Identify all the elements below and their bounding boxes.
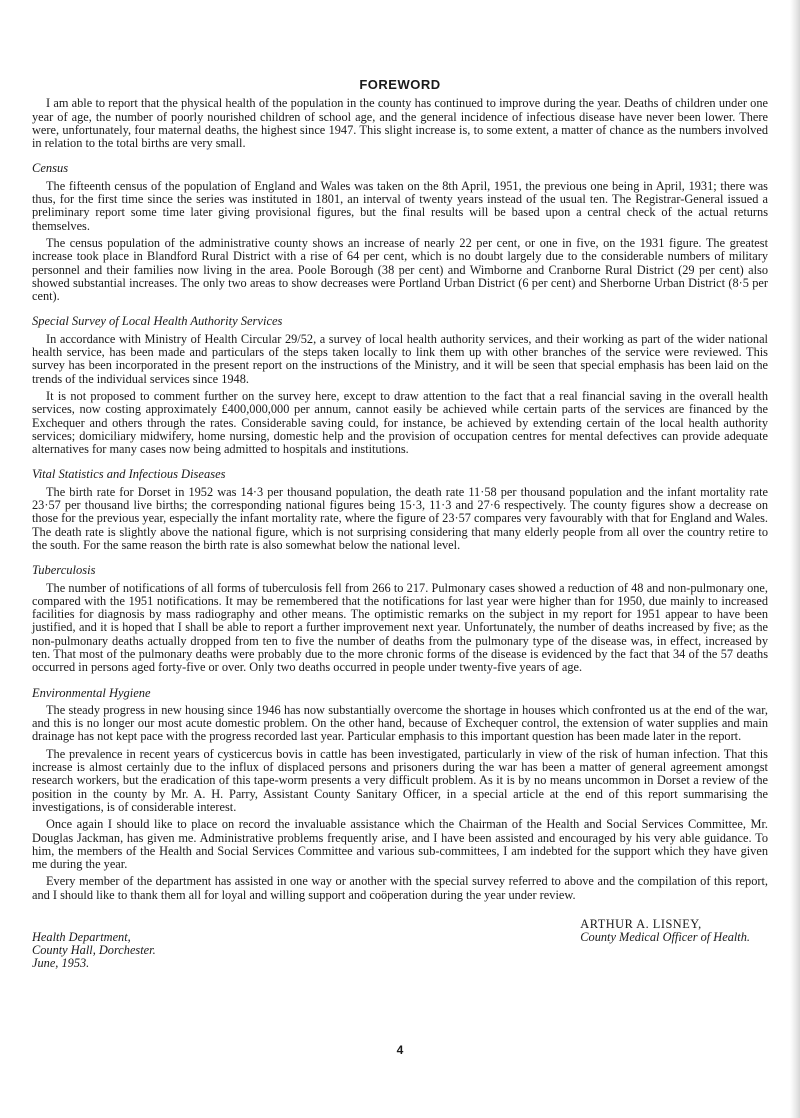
page-number: 4 <box>396 1043 404 1057</box>
department-address <box>32 918 156 970</box>
signatory <box>580 918 750 970</box>
survey-paragraph-1: In accordance with Ministry of Health Circular 29/52, a survey of local health authority services, and their working as part of the wider national health service, has been made and particulars of the steps taken locally to link them up with other branches of the service were reviewed. This survey has been incorporated in the present report on the instructions of the Ministry, and it will be seen that special emphasis has been laid on the trends of the individual services since 1948. <box>32 331 768 386</box>
vital-statistics-paragraph: The birth rate for Dorset in 1952 was 14·3 per thousand population, the death rate 11·58 per thousand population and the infant mortality rate 23·57 per thousand live births; the corresponding national figures being 15·3, 11·3 and 27·6 respectively. The county figures show a decrease on those for the previous year, especially the infant mortality rate, where the figure of 23·57 compares very favourably with that for England and Wales. The death rate is slightly above the national figure, which is not surprising considering that many elderly people from all over the country retire to the south. For the same reason the birth rate is also somewhat below the national level. <box>32 484 768 552</box>
survey-paragraph-2: It is not proposed to comment further on the survey here, except to draw attention to the fact that a real financial saving in the overall health services, now costing approximately £400,000,000 per annum, cannot easily be achieved while certain parts of the services are financed by the Exchequer and others through the rates. Considerable saving could, for instance, be achieved by extending certain of the local health authority services; domiciliary midwifery, home nursing, domestic help and the provision of occupation centres for mental defectives can provide adequate alternatives for many cases now being admitted to hospitals and institutions. <box>32 388 768 457</box>
section-heading-environmental-hygiene: Environmental Hygiene <box>32 685 151 700</box>
document-page <box>32 78 768 970</box>
section-heading-tuberculosis: Tuberculosis <box>32 563 96 578</box>
page-title: FOREWORD <box>359 77 441 92</box>
signatory-position: County Medical Officer of Health. <box>580 930 750 945</box>
census-paragraph-1: The fifteenth census of the population of England and Wales was taken on the 8th April, 1951, the previous one being in April, 1931; there was thus, for the first time since the series was instituted in 1801, an interval of twenty years instead of the usual ten. The Registrar-General issued a preliminary report some time later giving provisional figures, but the final results will be based upon a central check of the actual returns themselves. <box>32 178 768 233</box>
signatory-name: ARTHUR A. LISNEY, <box>580 917 702 932</box>
hygiene-paragraph-1: The steady progress in new housing since 1946 has now substantially overcome the shortage in houses which confronted us at the end of the war, and this is no longer our most acute domestic problem. On the other hand, because of Exchequer control, the extension of water supplies and main drainage has not kept pace with the progress recorded last year. Particular emphasis to this important question has been made later in the report. <box>32 702 768 744</box>
hygiene-paragraph-2: The prevalence in recent years of cysticercus bovis in cattle has been investigated, particularly in view of the risk of human infection. That this increase is almost certainly due to the influx of displaced persons and prisoners during the war has been a matter of general agreement amongst research workers, but the eradication of this tape-worm presents a very difficult problem. As it is by no means uncommon in Dorset a review of the position in the county by Mr. A. H. Parry, Assistant County Sanitary Officer, in a special article at the end of this report summarising the investigations, is of considerable interest. <box>32 746 768 814</box>
section-heading-special-survey: Special Survey of Local Health Authority Services <box>32 314 283 329</box>
hygiene-paragraph-4: Every member of the department has assisted in one way or another with the special survey referred to above and the compilation of this report, and I should like to thank them all for loyal and willing support and coöperation during the year under review. <box>32 874 768 902</box>
intro-paragraph: I am able to report that the physical health of the population in the county has continued to improve during the year. Deaths of children under one year of age, the number of poorly nourished children of school age, and the general incidence of infectious disease have never been lower. There were, unfortunately, four maternal deaths, the highest since 1947. This slight increase is, to some extent, a matter of chance as the numbers involved in relation to the total births are very small. <box>32 96 768 151</box>
hygiene-paragraph-3: Once again I should like to place on record the invaluable assistance which the Chairman of the Health and Social Services Committee, Mr. Douglas Jackman, has given me. Administrative problems frequently arise, and I have been assisted and encouraged by his very able guidance. To him, the members of the Health and Social Services Committee and various sub-committees, I am indebted for the support which they have given me during the year. <box>32 817 768 872</box>
tuberculosis-paragraph: The number of notifications of all forms of tuberculosis fell from 266 to 217. Pulmonary cases showed a reduction of 48 and non-pulmonary one, compared with the 1951 notifications. It may be remembered that the notifications for last year were higher than for 1950, due mainly to increased facilities for diagnosis by mass radiography and other means. The optimistic remarks on the subject in my report for 1951 appear to have been justified, and it is hoped that I shall be able to report a further improvement next year. Unfortunately, the number of deaths increased by five; as the non-pulmonary deaths actually dropped from ten to five the number of deaths from the pulmonary type of the disease was, in effect, increased by ten. That most of the pulmonary deaths were probably due to the more chronic forms of the disease is evidenced by the fact that 34 of the 57 deaths occurred in persons aged forty-five or over. Only two deaths occurred in people under twenty-five years of age. <box>32 580 768 675</box>
census-paragraph-2: The census population of the administrative county shows an increase of nearly 22 per cent, or one in five, on the 1931 figure. The greatest increase took place in Blandford Rural District with a rise of 64 per cent, which is no doubt largely due to the considerable numbers of military personnel and their families now living in the area. Poole Borough (38 per cent) and Wimborne and Cranborne Rural District (29 per cent) also showed substantial increases. The only two areas to show decreases were Portland Urban District (6 per cent) and Sherborne Urban District (8·5 per cent). <box>32 235 768 304</box>
section-heading-census: Census <box>32 161 69 176</box>
signature-block <box>32 918 768 970</box>
section-heading-vital-statistics: Vital Statistics and Infectious Diseases <box>32 467 226 482</box>
page-edge-shadow <box>790 0 800 1118</box>
address-line-3: June, 1953. <box>32 956 90 971</box>
address-line-1: Health Department, <box>32 930 131 945</box>
address-line-2: County Hall, Dorchester. <box>32 943 156 958</box>
